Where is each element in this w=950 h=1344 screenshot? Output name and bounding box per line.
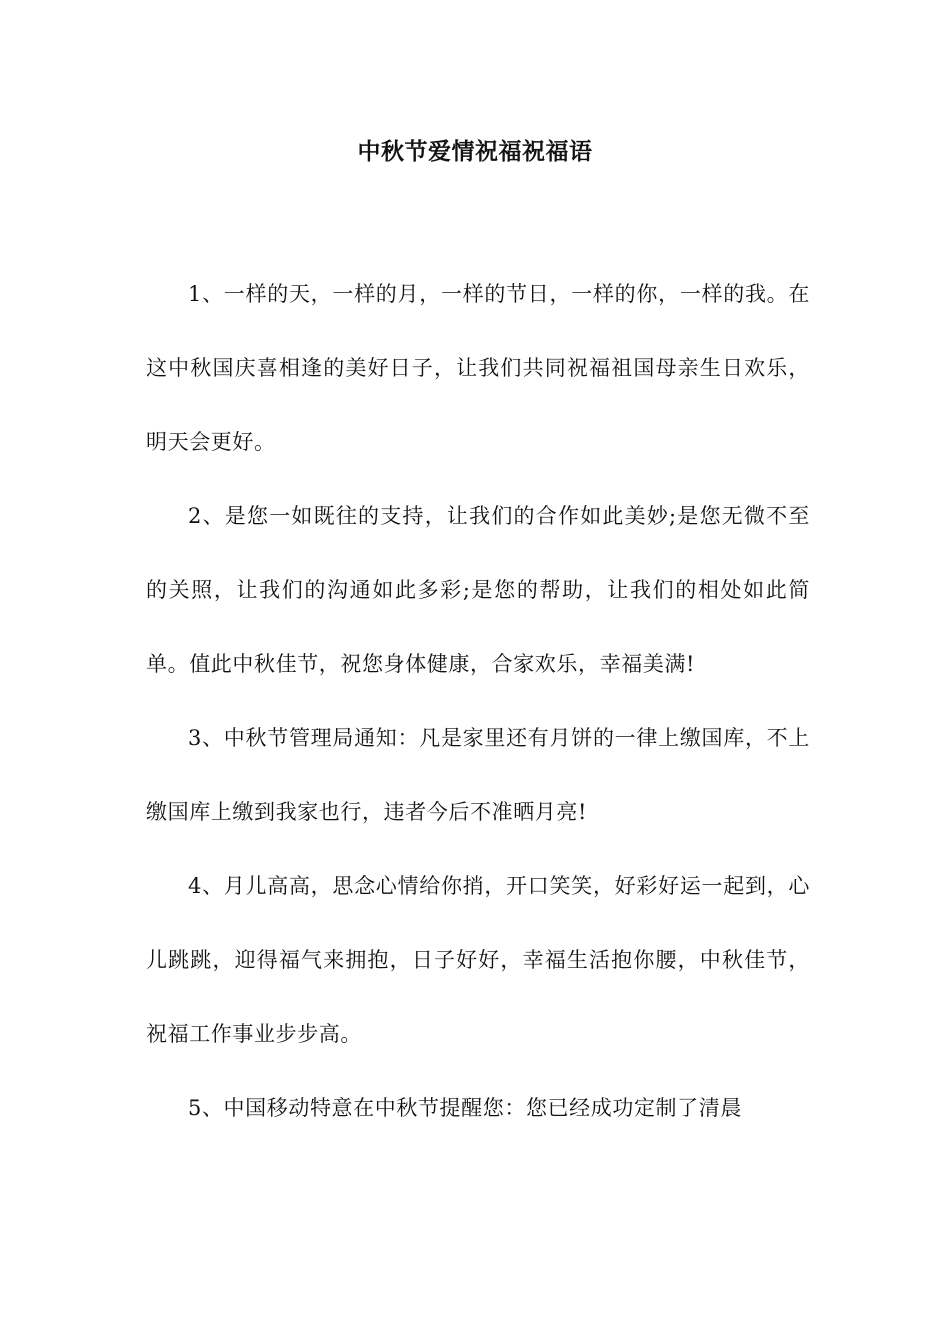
- paragraph-1: 1、一样的天，一样的月，一样的节日，一样的你，一样的我。在这中秋国庆喜相逢的美好日子，让我们共同祝福祖国母亲生日欢乐，明天会更好。: [146, 282, 810, 454]
- paragraph-2: 2、是您一如既往的支持，让我们的合作如此美妙;是您无微不至的关照，让我们的沟通如此多彩;是您的帮助，让我们的相处如此简单。值此中秋佳节，祝您身体健康，合家欢乐，幸福美满!: [146, 504, 810, 676]
- document-body: [146, 257, 810, 1145]
- document-title: 中秋节爱情祝福祝福语: [357, 138, 593, 165]
- paragraph-4: 4、月儿高高，思念心情给你捎，开口笑笑，好彩好运一起到，心儿跳跳，迎得福气来拥抱，日子好好，幸福生活抱你腰，中秋佳节，祝福工作事业步步高。: [146, 874, 810, 1046]
- paragraph-3: 3、中秋节管理局通知：凡是家里还有月饼的一律上缴国库，不上缴国库上缴到我家也行，违者今后不准晒月亮!: [146, 726, 810, 824]
- paragraph-5: 5、中国移动特意在中秋节提醒您：您已经成功定制了清晨: [188, 1096, 742, 1120]
